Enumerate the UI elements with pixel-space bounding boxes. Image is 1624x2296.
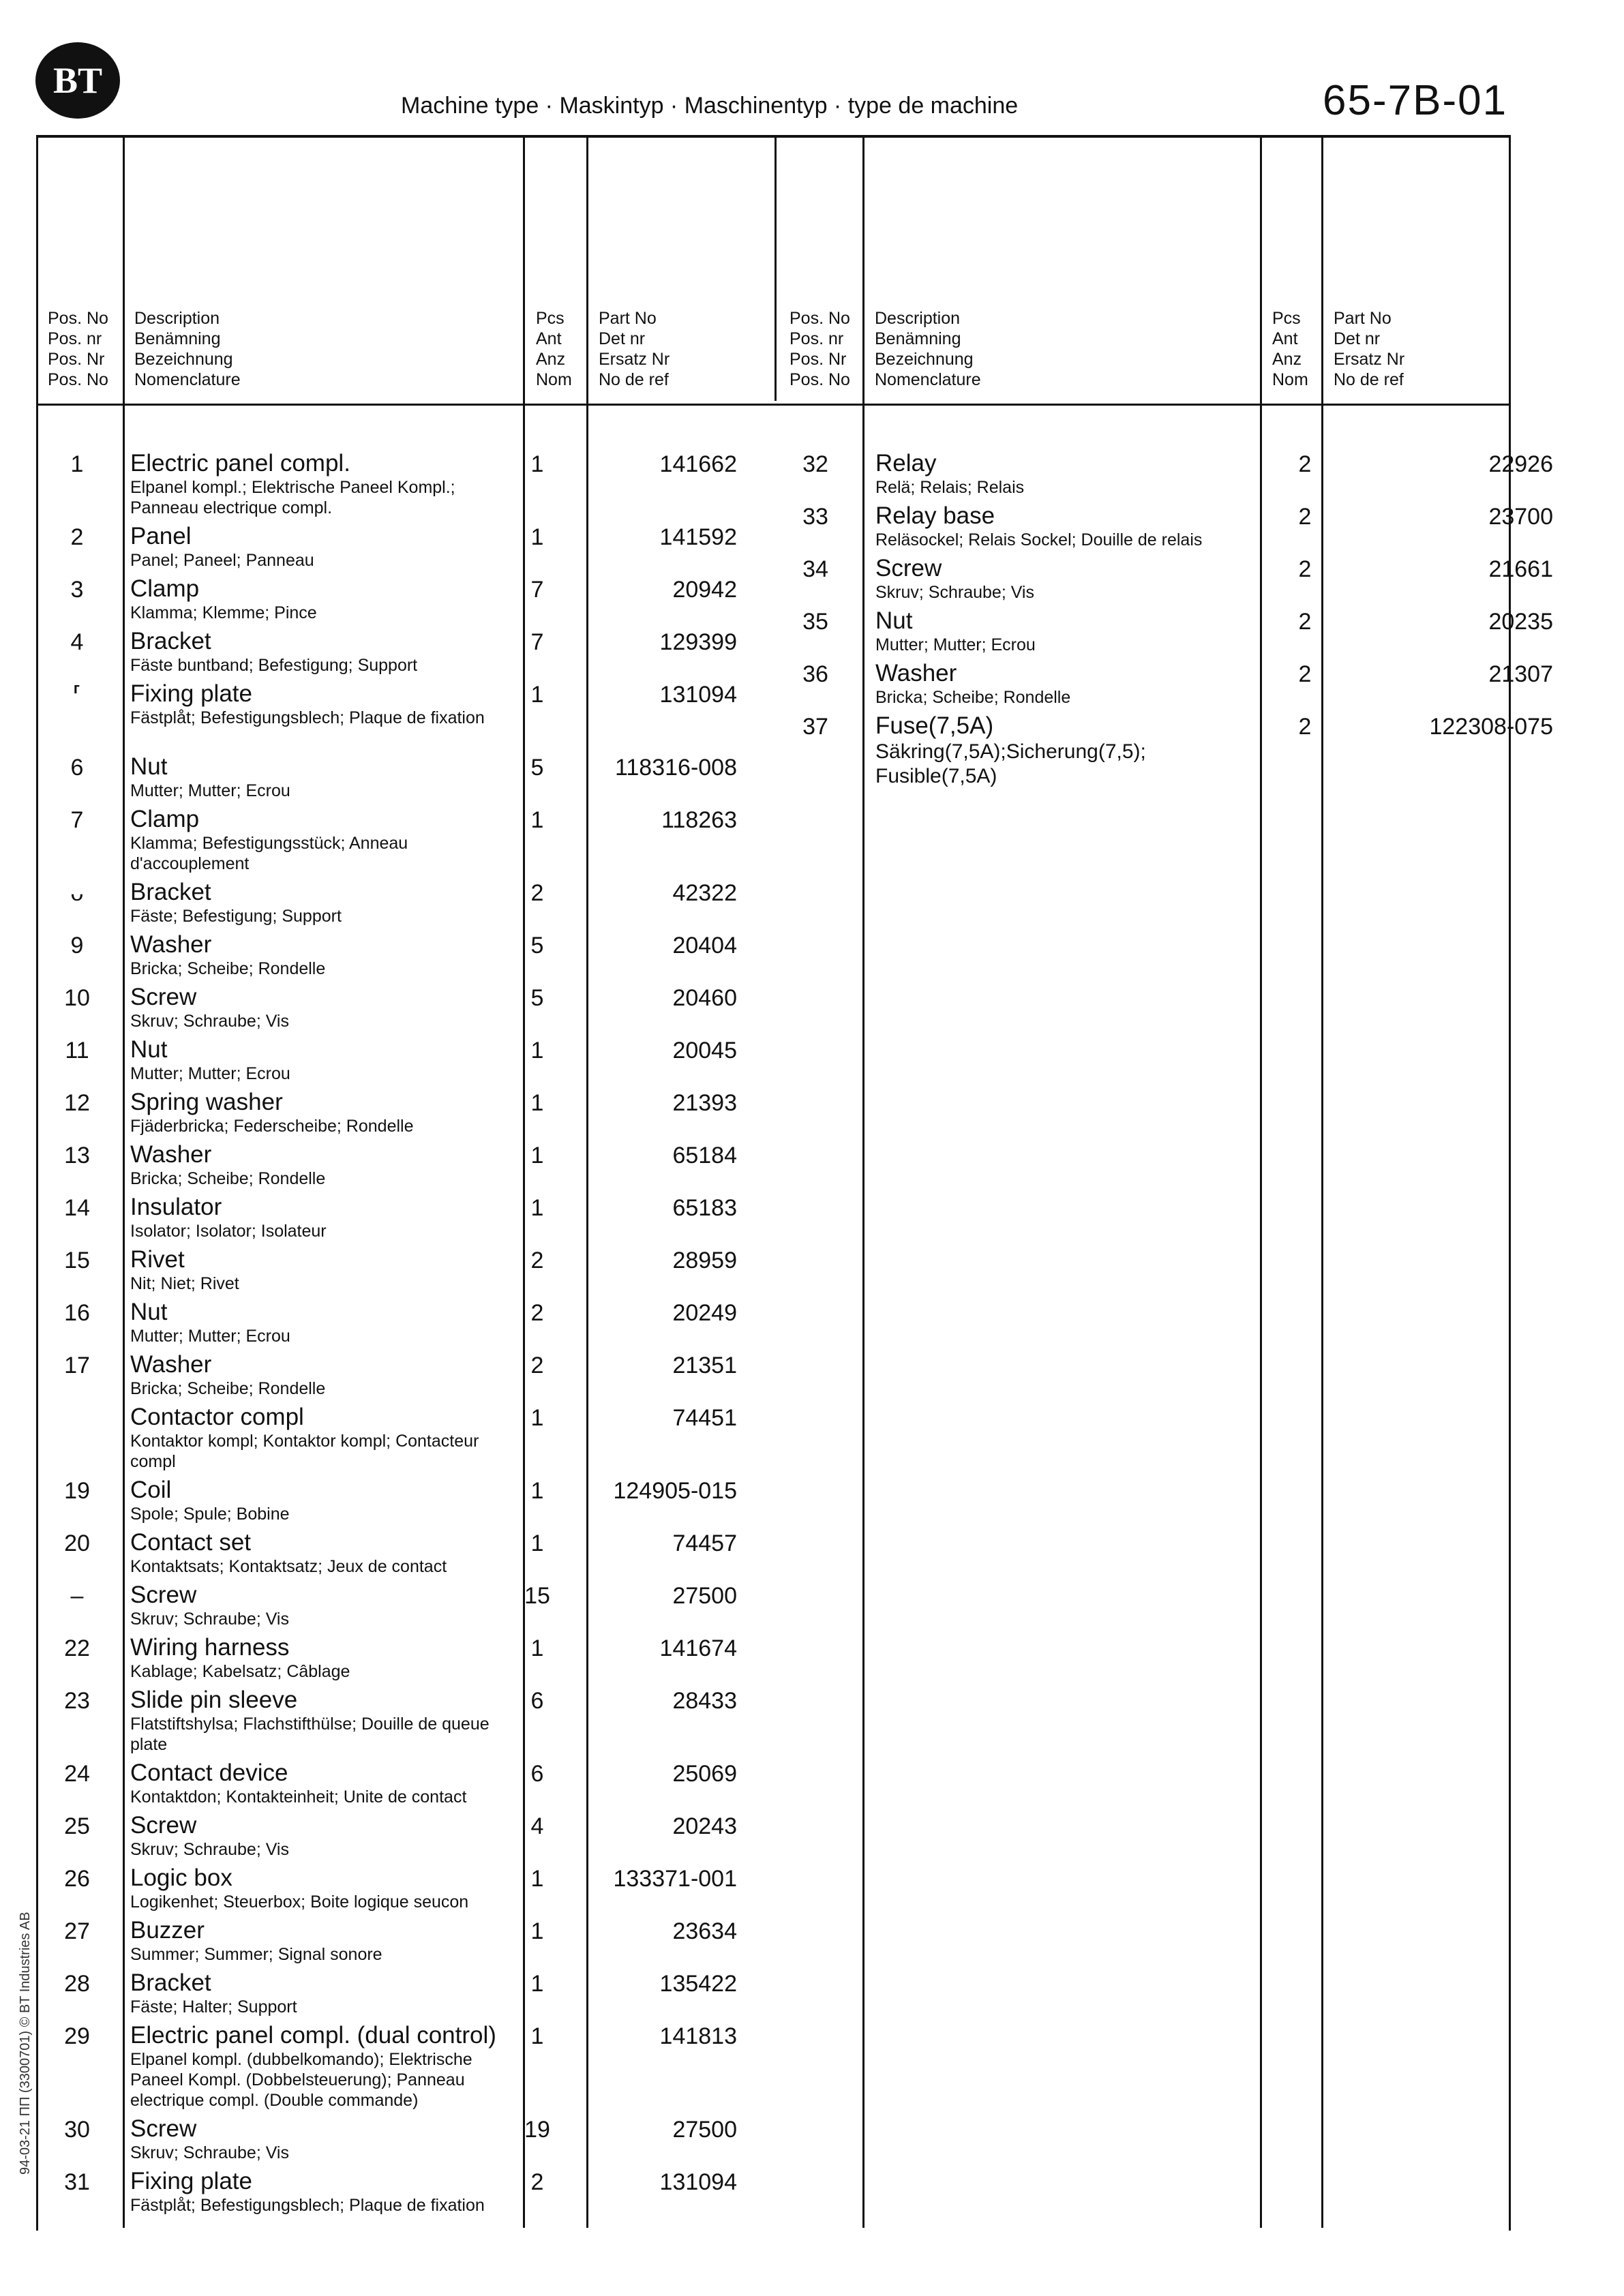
part-number: 131094	[659, 682, 737, 708]
pos-number: 30	[64, 2117, 90, 2143]
description	[130, 1351, 498, 1399]
part-name: Panel	[130, 523, 192, 549]
column-divider	[775, 135, 777, 401]
description	[130, 931, 498, 979]
part-name: Coil	[130, 1477, 172, 1503]
part-name: Screw	[130, 984, 197, 1010]
pcs-count: 1	[530, 1530, 544, 1556]
part-number: 118316-008	[615, 755, 737, 781]
pcs-count: 2	[1298, 504, 1312, 530]
table-row	[775, 555, 1553, 607]
table-row	[36, 984, 775, 1036]
part-number: 74451	[672, 1405, 737, 1431]
description	[130, 1634, 498, 1682]
part-number: 135422	[659, 1971, 737, 1997]
part-number: 141662	[659, 451, 737, 477]
part-number: 25069	[672, 1761, 737, 1787]
table-row	[36, 1917, 775, 1969]
part-translations: Mutter; Mutter; Ecrou	[875, 635, 1036, 654]
pcs-count: 1	[530, 1038, 544, 1063]
part-name: Nut	[875, 607, 913, 634]
pos-number: ⸢	[72, 682, 82, 708]
part-number: 42322	[672, 880, 737, 906]
table-row	[36, 1351, 775, 1404]
part-translations: Fjäderbricka; Federscheibe; Rondelle	[130, 1117, 414, 1136]
pcs-count: 1	[530, 1405, 544, 1431]
margin-print-note: 94-03-21 ПП (3300701) © BT Industries AB	[18, 1912, 33, 2175]
description	[875, 502, 1257, 550]
header-pos-left: Pos. No Pos. nr Pos. Nr Pos. No	[48, 309, 108, 389]
part-name: Fixing plate	[130, 680, 252, 707]
part-translations: Bricka; Scheibe; Rondelle	[130, 1169, 326, 1188]
pcs-count: 1	[530, 2023, 544, 2049]
description	[130, 1299, 498, 1346]
part-name: Nut	[130, 753, 168, 780]
pos-number: 35	[802, 609, 828, 635]
part-translations: Kontaktdon; Kontakteinheit; Unite de contact	[130, 1787, 467, 1807]
part-number: 21393	[672, 1090, 737, 1116]
part-name: Spring washer	[130, 1089, 283, 1115]
table-row	[36, 2168, 775, 2241]
part-number: 122308-075	[1429, 714, 1553, 740]
description	[130, 628, 498, 676]
header-part-right: Part No Det nr Ersatz Nr No de ref	[1334, 309, 1405, 389]
part-number: 65183	[672, 1195, 737, 1221]
description	[130, 1687, 498, 1755]
table-row	[775, 607, 1553, 660]
pos-number: 2	[70, 524, 84, 550]
part-translations: Fäste buntband; Befestigung; Support	[130, 656, 418, 675]
part-name: Fixing plate	[130, 2168, 252, 2194]
table-row	[36, 1812, 775, 1864]
pcs-count: 15	[524, 1583, 550, 1609]
part-number: 28959	[672, 1248, 737, 1273]
pos-number: 9	[70, 933, 84, 958]
part-translations: Spole; Spule; Bobine	[130, 1505, 290, 1524]
part-name: Washer	[130, 931, 212, 958]
part-name: Relay base	[875, 502, 995, 529]
pos-number: 20	[64, 1530, 90, 1556]
part-number: 27500	[672, 2117, 737, 2143]
part-number: 129399	[659, 629, 737, 655]
table-row	[775, 712, 1553, 787]
description	[130, 753, 498, 801]
pos-number: 24	[64, 1761, 90, 1787]
table-row	[36, 1141, 775, 1194]
description	[130, 1089, 498, 1136]
pos-number: 37	[802, 714, 828, 740]
table-row	[36, 575, 775, 628]
description	[875, 660, 1257, 708]
header-description-left: Description Benämning Bezeichnung Nomenclature	[134, 309, 241, 389]
pos-number: 28	[64, 1971, 90, 1997]
pos-number: 12	[64, 1090, 90, 1116]
pos-number: 23	[64, 1688, 90, 1714]
table-row	[36, 1864, 775, 1917]
part-name: Washer	[130, 1141, 212, 1168]
pcs-count: 2	[1298, 714, 1312, 740]
part-translations: Bricka; Scheibe; Rondelle	[875, 688, 1071, 707]
part-name: Screw	[130, 1812, 197, 1839]
pos-number: 14	[64, 1195, 90, 1221]
pcs-count: 1	[530, 1090, 544, 1116]
pos-number: 13	[64, 1143, 90, 1168]
pos-number: 22	[64, 1635, 90, 1661]
header-rule	[36, 404, 1511, 406]
pcs-count: 2	[530, 1248, 544, 1273]
pcs-count: 5	[530, 985, 544, 1011]
part-name: Electric panel compl. (dual control)	[130, 2022, 496, 2049]
part-translations: Mutter; Mutter; Ecrou	[130, 781, 290, 800]
description	[875, 450, 1257, 498]
machine-type-label: Machine type · Maskintyp · Maschinentyp · type de machine	[401, 93, 1019, 119]
pcs-count: 2	[530, 880, 544, 906]
part-number: 20249	[672, 1300, 737, 1326]
part-name: Bracket	[130, 1969, 211, 1996]
pcs-count: 1	[530, 1635, 544, 1661]
part-number: 141813	[659, 2023, 737, 2049]
part-number: 74457	[672, 1530, 737, 1556]
part-name: Contact device	[130, 1759, 288, 1786]
part-name: Washer	[875, 660, 957, 686]
table-row	[36, 523, 775, 575]
pcs-count: 1	[530, 524, 544, 550]
header-pcs-right: Pcs Ant Anz Nom	[1272, 309, 1308, 389]
pcs-count: 7	[530, 629, 544, 655]
part-name: Logic box	[130, 1864, 232, 1891]
description	[130, 2115, 498, 2163]
pos-number: 34	[802, 556, 828, 582]
part-name: Buzzer	[130, 1917, 205, 1944]
pcs-count: 7	[530, 577, 544, 603]
description	[130, 1477, 498, 1524]
part-name: Screw	[875, 555, 942, 581]
description	[130, 575, 498, 623]
part-translations: Isolator; Isolator; Isolateur	[130, 1222, 327, 1241]
pcs-count: 6	[530, 1761, 544, 1787]
pos-number: 32	[802, 451, 828, 477]
description	[130, 1969, 498, 2017]
table-row	[36, 1634, 775, 1687]
bt-logo	[34, 40, 121, 121]
pcs-count: 1	[530, 1971, 544, 1997]
table-row	[36, 680, 775, 753]
part-number: 20235	[1488, 609, 1553, 635]
part-number: 22926	[1488, 451, 1553, 477]
part-translations: Skruv; Schraube; Vis	[130, 1840, 289, 1859]
part-name: Wiring harness	[130, 1634, 290, 1661]
description	[130, 680, 498, 728]
table-row	[36, 1529, 775, 1582]
part-number: 118263	[661, 807, 737, 833]
part-translations: Fäste; Befestigung; Support	[130, 907, 342, 926]
part-translations: Kablage; Kabelsatz; Câblage	[130, 1662, 350, 1681]
part-translations: Elpanel kompl.; Elektrische Paneel Kompl.; Panneau electrique compl.	[130, 478, 455, 517]
part-translations: Kontaktsats; Kontaktsatz; Jeux de contact	[130, 1557, 447, 1576]
part-number: 131094	[659, 2169, 737, 2195]
part-translations: Reläsockel; Relais Sockel; Douille de relais	[875, 530, 1203, 549]
description	[130, 806, 498, 874]
part-number: 141674	[659, 1635, 737, 1661]
pcs-count: 5	[530, 755, 544, 781]
part-name: Slide pin sleeve	[130, 1687, 298, 1713]
pos-number: ᴗ	[70, 880, 84, 906]
description	[130, 984, 498, 1031]
parts-list-right	[775, 450, 1553, 787]
part-number: 20460	[672, 985, 737, 1011]
pos-number: 19	[64, 1478, 90, 1504]
pos-number: 33	[802, 504, 828, 530]
part-translations: Elpanel kompl. (dubbelkomando); Elektrische Paneel Kompl. (Dobbelsteuerung); Panneau electrique compl. (Double commande)	[130, 2050, 472, 2110]
description	[130, 450, 498, 518]
part-translations: Säkring(7,5A);Sicherung(7,5); Fusible(7,5A)	[875, 740, 1146, 787]
header-pcs-left: Pcs Ant Anz Nom	[536, 309, 572, 389]
table-row	[36, 1759, 775, 1812]
description	[130, 1141, 498, 1189]
table-row	[36, 1687, 775, 1759]
pcs-count: 2	[1298, 609, 1312, 635]
pos-number: 6	[70, 755, 84, 781]
pos-number: 25	[64, 1813, 90, 1839]
part-number: 20404	[672, 933, 737, 958]
table-row	[36, 2022, 775, 2115]
part-number: 28433	[672, 1688, 737, 1714]
part-name: Relay	[875, 450, 937, 477]
description	[875, 607, 1257, 655]
part-number: 20243	[672, 1813, 737, 1839]
parts-list-left	[36, 450, 775, 2241]
part-name: Fuse(7,5A)	[875, 712, 994, 739]
part-name: Clamp	[130, 575, 200, 602]
pos-number: 11	[65, 1038, 89, 1063]
description	[875, 712, 1257, 789]
pcs-count: 2	[1298, 451, 1312, 477]
header-part-left: Part No Det nr Ersatz Nr No de ref	[599, 309, 670, 389]
pos-number: 27	[64, 1918, 90, 1944]
part-name: Clamp	[130, 806, 200, 832]
description	[130, 1812, 498, 1860]
description	[130, 523, 498, 571]
description	[130, 879, 498, 926]
pcs-count: 1	[530, 1143, 544, 1168]
pcs-count: 2	[530, 1353, 544, 1378]
part-translations: Logikenhet; Steuerbox; Boite logique seucon	[130, 1892, 469, 1912]
part-translations: Bricka; Scheibe; Rondelle	[130, 959, 326, 978]
part-name: Electric panel compl.	[130, 450, 350, 477]
part-translations: Skruv; Schraube; Vis	[875, 583, 1034, 602]
part-name: Insulator	[130, 1194, 222, 1220]
table-row	[36, 931, 775, 984]
part-number: 21307	[1488, 661, 1553, 687]
part-name: Screw	[130, 1582, 197, 1608]
part-translations: Nit; Niet; Rivet	[130, 1274, 239, 1293]
part-name: Contactor compl	[130, 1404, 304, 1430]
description	[875, 555, 1257, 603]
part-number: 23634	[672, 1918, 737, 1944]
table-row	[36, 450, 775, 523]
description	[130, 1404, 498, 1472]
pos-number: 3	[70, 577, 84, 603]
table-row	[36, 1969, 775, 2022]
pcs-count: 5	[530, 933, 544, 958]
table-row	[36, 2115, 775, 2168]
column-divider	[862, 135, 864, 2228]
part-translations: Panel; Paneel; Panneau	[130, 551, 314, 570]
pcs-count: 2	[530, 2169, 544, 2195]
column-divider	[1321, 135, 1323, 2228]
part-name: Bracket	[130, 879, 211, 905]
pos-number: ‒	[70, 1583, 84, 1609]
part-translations: Kontaktor kompl; Kontaktor kompl; Contacteur compl	[130, 1432, 479, 1471]
pos-number: 16	[64, 1300, 90, 1326]
part-translations: Klamma; Klemme; Pince	[130, 603, 317, 622]
table-row	[36, 1036, 775, 1089]
part-name: Washer	[130, 1351, 212, 1378]
part-translations: Summer; Summer; Signal sonore	[130, 1945, 382, 1964]
description	[130, 1194, 498, 1241]
header-description-right: Description Benämning Bezeichnung Nomenclature	[875, 309, 981, 389]
part-translations: Skruv; Schraube; Vis	[130, 1610, 289, 1629]
pcs-count: 2	[1298, 661, 1312, 687]
part-name: Nut	[130, 1299, 168, 1325]
part-translations: Skruv; Schraube; Vis	[130, 1012, 289, 1031]
pcs-count: 1	[530, 1866, 544, 1892]
part-translations: Fästplåt; Befestigungsblech; Plaque de fixation	[130, 2196, 485, 2215]
column-divider	[1260, 135, 1262, 2228]
pcs-count: 6	[530, 1688, 544, 1714]
table-row	[775, 660, 1553, 712]
description	[130, 2022, 498, 2111]
description	[130, 1582, 498, 1629]
part-name: Rivet	[130, 1246, 185, 1273]
pos-number: 26	[64, 1866, 90, 1892]
pos-number: 36	[802, 661, 828, 687]
description	[130, 1759, 498, 1807]
table-row	[36, 1404, 775, 1477]
pcs-count: 19	[524, 2117, 550, 2143]
table-row	[36, 753, 775, 806]
pos-number: 29	[64, 2023, 90, 2049]
pcs-count: 1	[530, 682, 544, 708]
part-translations: Mutter; Mutter; Ecrou	[130, 1064, 290, 1083]
pos-number: 1	[70, 451, 84, 477]
description	[130, 2168, 498, 2216]
part-name: Contact set	[130, 1529, 252, 1556]
part-name: Bracket	[130, 628, 211, 654]
table-row	[775, 502, 1553, 555]
pcs-count: 1	[530, 1918, 544, 1944]
description	[130, 1246, 498, 1294]
part-translations: Fäste; Halter; Support	[130, 1997, 297, 2016]
pos-number: 4	[70, 629, 84, 655]
table-row	[36, 1089, 775, 1141]
pcs-count: 1	[530, 1195, 544, 1221]
pcs-count: 2	[530, 1300, 544, 1326]
pos-number: 7	[70, 807, 84, 833]
table-row	[36, 1477, 775, 1529]
part-number: 124905-015	[613, 1478, 737, 1504]
part-number: 23700	[1488, 504, 1553, 530]
document-number: 65-7B-01	[1323, 77, 1508, 124]
pcs-count: 2	[1298, 556, 1312, 582]
part-translations: Relä; Relais; Relais	[875, 478, 1025, 497]
table-row	[36, 1246, 775, 1299]
table-row	[36, 1194, 775, 1246]
part-number: 133371-001	[613, 1866, 737, 1892]
pcs-count: 4	[530, 1813, 544, 1839]
part-translations: Flatstiftshylsa; Flachstifthülse; Douille de queue plate	[130, 1715, 490, 1754]
part-name: Screw	[130, 2115, 197, 2142]
description	[130, 1864, 498, 1912]
part-number: 20045	[672, 1038, 737, 1063]
pcs-count: 1	[530, 451, 544, 477]
table-row	[36, 628, 775, 680]
part-translations: Bricka; Scheibe; Rondelle	[130, 1379, 326, 1398]
table-row	[36, 879, 775, 931]
description	[130, 1036, 498, 1084]
description	[130, 1917, 498, 1965]
part-translations: Klamma; Befestigungsstück; Anneau d'accouplement	[130, 834, 408, 873]
header-pos-right: Pos. No Pos. nr Pos. Nr Pos. No	[790, 309, 850, 389]
part-number: 141592	[659, 524, 737, 550]
part-translations: Fästplåt; Befestigungsblech; Plaque de fixation	[130, 708, 485, 727]
part-translations: Mutter; Mutter; Ecrou	[130, 1327, 290, 1346]
part-number: 27500	[672, 1583, 737, 1609]
pcs-count: 1	[530, 1478, 544, 1504]
part-translations: Skruv; Schraube; Vis	[130, 2143, 289, 2162]
part-number: 21661	[1488, 556, 1553, 582]
table-row	[36, 1299, 775, 1351]
description	[130, 1529, 498, 1577]
pos-number: 15	[64, 1248, 90, 1273]
part-number: 20942	[672, 577, 737, 603]
table-row	[36, 806, 775, 879]
pos-number: 10	[64, 985, 90, 1011]
table-row	[775, 450, 1553, 502]
part-number: 65184	[672, 1143, 737, 1168]
pos-number: 31	[64, 2169, 90, 2195]
part-number: 21351	[672, 1353, 737, 1378]
pos-number: 17	[64, 1353, 90, 1378]
pcs-count: 1	[530, 807, 544, 833]
logo-text: BT	[52, 60, 103, 101]
part-name: Nut	[130, 1036, 168, 1063]
table-row	[36, 1582, 775, 1634]
